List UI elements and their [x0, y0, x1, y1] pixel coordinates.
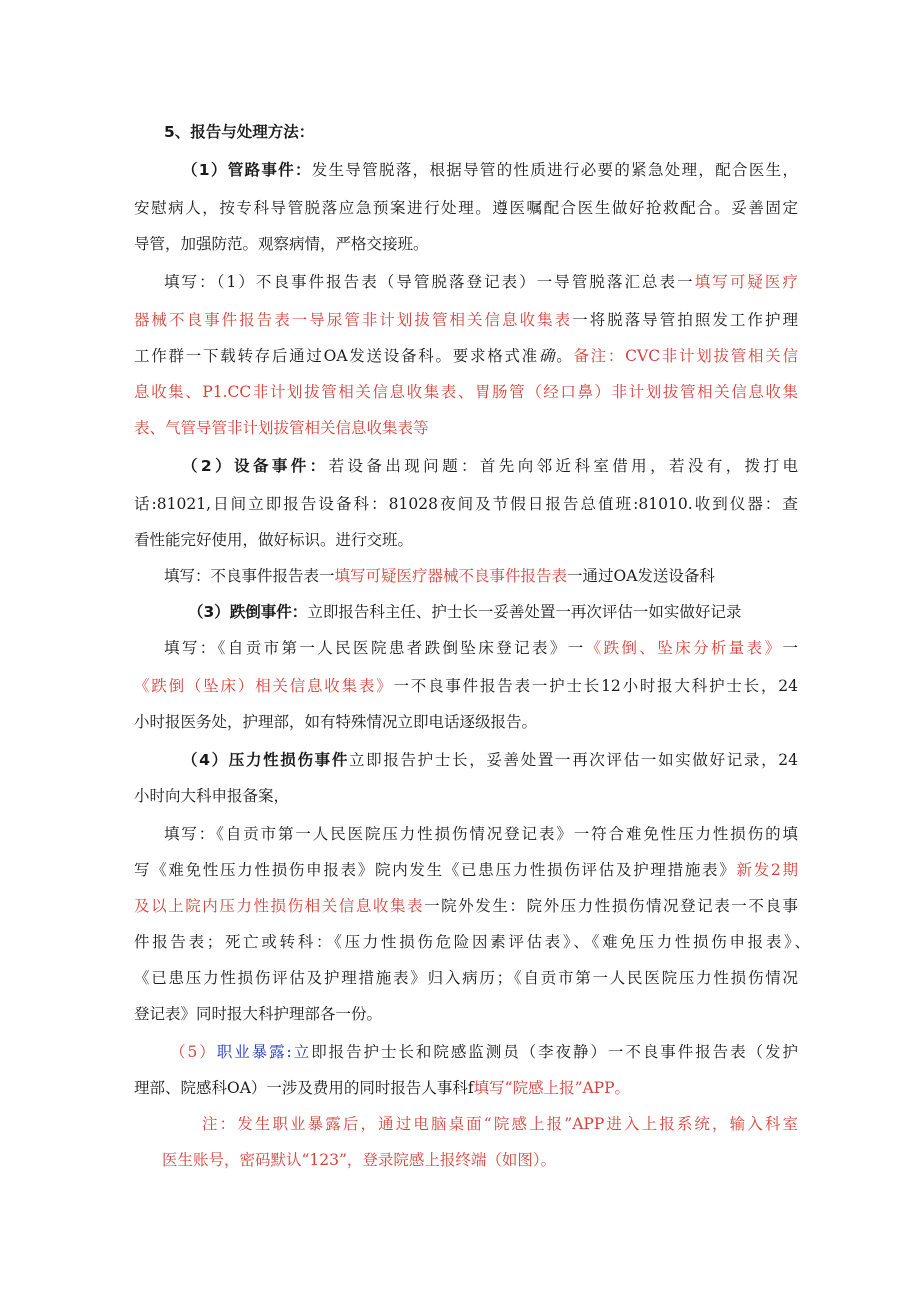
text-run: 立即报告护士长，妥善处置一再次评估一如实做好记录，24	[349, 751, 798, 769]
exposure-event-line-1	[170, 1042, 798, 1062]
pressure-fill-line-6	[134, 1004, 382, 1024]
pressure-event-line-2	[134, 786, 289, 806]
item-number: （3）	[188, 603, 230, 621]
pressure-fill-line-2	[134, 860, 798, 880]
highlight-text: 备注：CVC非计划拔管相关信	[573, 347, 798, 365]
pipeline-fill-line-1	[164, 272, 798, 292]
item-heading: 管路事件：	[227, 161, 312, 179]
pipeline-fill-line-4	[134, 382, 798, 402]
text-run: 若设备出现问题：首先向邻近科室借用，若没有，拨打电	[328, 457, 798, 475]
pipeline-event-line-1	[182, 160, 798, 180]
text-run: 《已患压力性损伤评估及护理措施表》归入病历；《自贡市第一人民医院压力性损伤情况	[134, 969, 798, 987]
pressure-fill-line-4	[134, 932, 810, 952]
text-run: 小时向大科申报备案，	[134, 787, 290, 805]
text-run: 登记表》同时报大科护理部各一份。	[134, 1005, 383, 1023]
section-title: 5、报告与处理方法：	[164, 123, 315, 141]
pipeline-fill-line-3	[134, 346, 798, 366]
text-run: 理部、院感科OA）一涉及费用的同时报告人事科f	[134, 1079, 474, 1097]
text-run: 一通过OA发送设备科	[567, 567, 715, 585]
text-run: 一将脱落导管拍照发工作护理	[572, 311, 798, 329]
item-number: （1）	[182, 161, 228, 179]
note-text: 医生账号，密码默认“123”，登录院感上报终端（如图）。	[162, 1151, 557, 1169]
pressure-fill-line-3	[134, 896, 798, 916]
exposure-note-line-1	[202, 1114, 798, 1134]
pressure-fill-line-1	[164, 824, 798, 844]
item-number: （4）	[182, 751, 229, 769]
highlight-text: 填写可疑医疗器械不良事件报告表	[334, 567, 568, 585]
pressure-fill-line-5	[134, 968, 798, 988]
item-heading: 职业暴露:立	[216, 1043, 312, 1061]
text-run-italic: 确	[538, 347, 557, 365]
item-number: （5）	[170, 1043, 217, 1061]
fall-fill-line-3	[134, 712, 537, 732]
exposure-note-line-2	[162, 1150, 556, 1170]
highlight-text: 《跌倒、坠床分析量表》	[585, 639, 783, 657]
fall-fill-line-2	[134, 676, 798, 696]
text-run: 小时报医务处，护理部，如有特殊情况立即电话逐级报告。	[134, 713, 538, 731]
highlight-text: 填写“院感上报”APP。	[473, 1079, 631, 1097]
highlight-text: 《跌倒（坠床）相关信息收集表》	[134, 677, 394, 695]
pipeline-event-line-3	[134, 234, 429, 254]
highlight-text: 器械不良事件报告表一导尿管非计划拔管相关信息收集表	[134, 311, 573, 329]
equipment-event-line-2	[134, 494, 798, 514]
text-run: 。	[556, 347, 574, 365]
item-number: （2）	[182, 457, 235, 475]
text-run: 填写：（1）不良事件报告表（导管脱落登记表）一导管脱落汇总表一	[164, 273, 695, 291]
equipment-fill-line	[164, 566, 715, 586]
text-run: 一	[782, 639, 798, 657]
pipeline-fill-line-2	[134, 310, 798, 330]
text-run: 填写：《自贡市第一人民医院患者跌倒坠床登记表》一	[164, 639, 586, 657]
text-run: 导管，加强防范。观察病情，严格交接班。	[134, 235, 429, 253]
text-run: 一不良事件报告表一护士长12小时报大科护士长，24	[393, 677, 798, 695]
equipment-event-line-3	[134, 530, 413, 550]
fall-event-line-1	[188, 602, 741, 622]
equipment-event-line-1	[182, 456, 798, 476]
text-run: 发生导管脱落，根据导管的性质进行必要的紧急处理，配合医生，	[311, 161, 798, 179]
item-heading: 跌倒事件：	[229, 603, 308, 621]
text-run: 写《难免性压力性损伤申报表》院内发生《已患压力性损伤评估及护理措施表》	[134, 861, 737, 879]
item-heading: 压力性损伤事件	[228, 751, 349, 769]
note-text: 注：发生职业暴露后，通过电脑桌面“院感上报”APP进入上报系统，输入科室	[202, 1115, 798, 1133]
highlight-text: 及以上院内压力性损伤相关信息收集表	[134, 897, 425, 915]
text-run: 即报告护士长和院感监测员（李夜静）一不良事件报告表（发护	[311, 1043, 798, 1061]
item-heading: 设备事件：	[234, 457, 329, 475]
text-run: 件报告表；死亡或转科：《压力性损伤危险因素评估表》、《难免压力性损伤申报表》、	[134, 933, 810, 951]
pipeline-fill-line-5	[134, 418, 429, 438]
text-run: 话:81021,日间立即报告设备科：81028夜间及节假日报告总值班:81010.收到仪器：查	[134, 495, 798, 513]
highlight-text: 表、气管导管非计划拔管相关信息收集表等	[134, 419, 429, 437]
exposure-event-line-2	[134, 1078, 630, 1098]
text-run: 一院外发生：院外压力性损伤情况登记表一不良事	[424, 897, 798, 915]
text-run: 填写：《自贡市第一人民医院压力性损伤情况登记表》一符合难免性压力性损伤的填	[164, 825, 798, 843]
highlight-text: 填写可疑医疗	[694, 273, 798, 291]
text-run: 看性能完好使用，做好标识。进行交班。	[134, 531, 414, 549]
text-run: 填写：不良事件报告表一	[164, 567, 335, 585]
highlight-text: 新发2期	[736, 861, 798, 879]
pressure-event-line-1	[182, 750, 798, 770]
highlight-text: 息收集、P1.CC非计划拔管相关信息收集表、胃肠管（经口鼻）非计划拔管相关信息收集	[134, 383, 798, 401]
fall-fill-line-1	[164, 638, 798, 658]
pipeline-event-line-2	[134, 198, 798, 218]
text-run: 工作群一下载转存后通过OA发送设备科。要求格式准	[134, 347, 539, 365]
text-run: 安慰病人，按专科导管脱落应急预案进行处理。遵医嘱配合医生做好抢救配合。妥善固定	[134, 199, 798, 217]
text-run: 立即报告科主任、护士长一妥善处置一再次评估一如实做好记录	[307, 603, 742, 621]
